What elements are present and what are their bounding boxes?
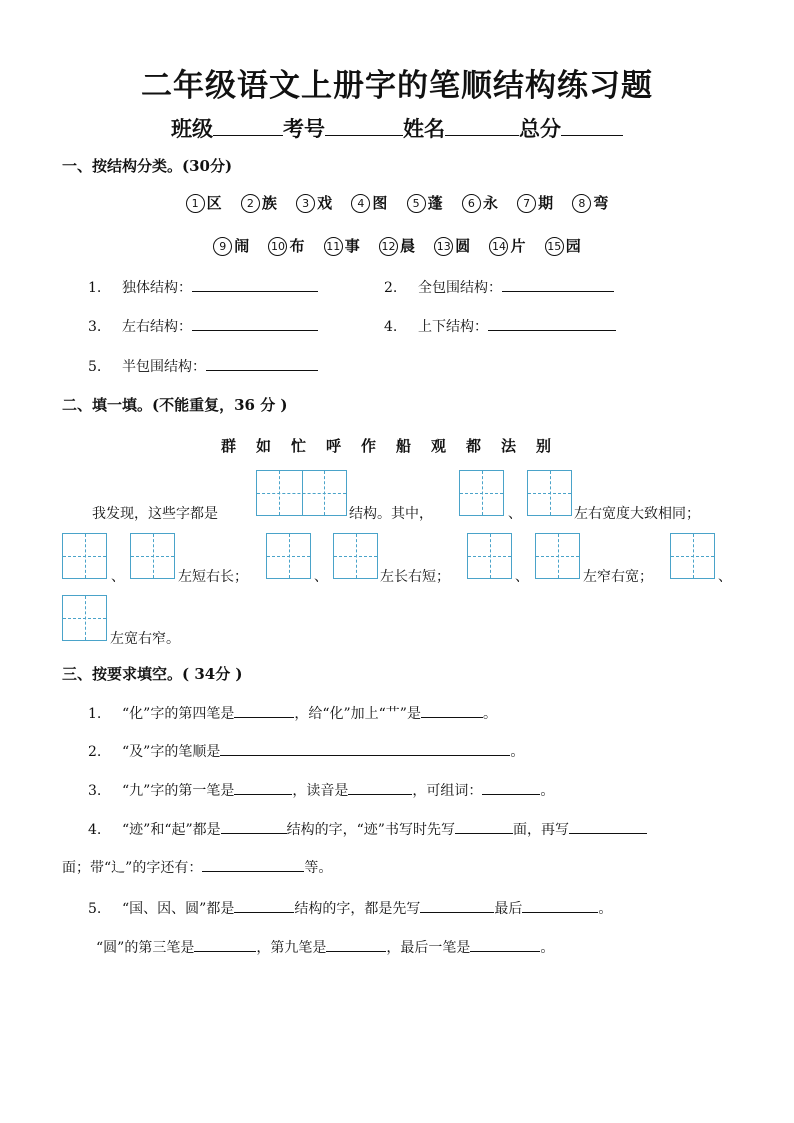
char-item: 9 闹 [213, 237, 249, 255]
char-item: 11 事 [324, 237, 360, 255]
sentence-text: 左右宽度大致相同； [574, 506, 700, 522]
char-item: 6 永 [462, 194, 498, 212]
separator: 、 [718, 569, 732, 585]
writing-grid[interactable] [670, 533, 715, 579]
exam-number-blank[interactable] [325, 134, 403, 136]
total-score-blank[interactable] [561, 134, 623, 136]
writing-grid[interactable] [467, 533, 512, 579]
number-circle: 4 [351, 194, 370, 213]
section3-heading: 三、按要求填空。( 34分 ) [62, 665, 243, 683]
number-circle: 14 [489, 237, 508, 256]
structure-item: 4. 上下结构： [384, 316, 616, 336]
number-circle: 11 [324, 237, 343, 256]
question-3: 3. “九”字的第一笔是 ，读音是 ，可组词： 。 [88, 783, 555, 799]
answer-blank[interactable] [488, 329, 616, 331]
separator: 、 [111, 569, 125, 585]
writing-grid[interactable] [62, 595, 107, 641]
total-score-label: 总分 [519, 116, 561, 141]
question-2: 2. “及”字的笔顺是 。 [88, 744, 525, 760]
char-item: 13 圆 [434, 237, 470, 255]
writing-grid[interactable] [62, 533, 107, 579]
question-1: 1. “化”字的第四笔是 ，给“化”加上“艹”是 。 [88, 706, 497, 722]
sentence-text: 我发现，这些字都是 [92, 506, 218, 522]
number-circle: 9 [213, 237, 232, 256]
writing-grid[interactable] [535, 533, 580, 579]
number-circle: 15 [545, 237, 564, 256]
section1-heading: 一、按结构分类。(30分) [62, 157, 233, 175]
char-item: 14 片 [489, 237, 525, 255]
answer-blank[interactable] [221, 832, 287, 834]
number-circle: 5 [407, 194, 426, 213]
exam-number-label: 考号 [283, 116, 325, 141]
question-4-continued: 面；带“辶”的字还有： 等。 [62, 860, 333, 876]
number-circle: 2 [241, 194, 260, 213]
char-item: 4 图 [351, 194, 387, 212]
sentence-text: 左宽右窄。 [110, 631, 180, 647]
answer-blank[interactable] [470, 950, 540, 952]
structure-item: 5. 半包围结构： [88, 356, 318, 376]
char-item: 10 布 [268, 237, 304, 255]
number-circle: 13 [434, 237, 453, 256]
char-item: 1 区 [186, 194, 222, 212]
number-circle: 3 [296, 194, 315, 213]
answer-blank[interactable] [455, 832, 513, 834]
answer-blank[interactable] [522, 911, 598, 913]
number-circle: 7 [517, 194, 536, 213]
separator: 、 [314, 569, 328, 585]
answer-blank[interactable] [234, 793, 292, 795]
answer-blank[interactable] [194, 950, 256, 952]
sentence-text: 左长右短； [380, 569, 450, 585]
writing-grid[interactable] [266, 533, 311, 579]
number-circle: 8 [572, 194, 591, 213]
question-5: 5. “国、因、圆”都是 结构的字，都是先写 最后 。 [88, 901, 613, 917]
structure-item: 2. 全包围结构： [384, 277, 614, 297]
answer-blank[interactable] [234, 716, 294, 718]
number-circle: 1 [186, 194, 205, 213]
writing-grid[interactable] [459, 470, 504, 516]
char-item: 2 族 [241, 194, 277, 212]
section2-heading: 二、填一填。(不能重复，36 分 ) [62, 396, 288, 414]
answer-blank[interactable] [220, 754, 510, 756]
answer-blank[interactable] [482, 793, 540, 795]
class-blank[interactable] [213, 134, 283, 136]
name-blank[interactable] [445, 134, 519, 136]
structure-item: 1. 独体结构： [88, 277, 318, 297]
question-5-continued: “圆”的第三笔是 ，第九笔是 ，最后一笔是 。 [96, 940, 555, 956]
answer-blank[interactable] [234, 911, 294, 913]
answer-blank[interactable] [206, 369, 318, 371]
number-circle: 12 [379, 237, 398, 256]
separator: 、 [508, 506, 522, 522]
writing-grid[interactable] [527, 470, 572, 516]
number-circle: 6 [462, 194, 481, 213]
sentence-text: 左窄右宽； [583, 569, 653, 585]
name-label: 姓名 [403, 116, 445, 141]
answer-blank[interactable] [421, 716, 483, 718]
char-item: 7 期 [517, 194, 553, 212]
answer-blank[interactable] [326, 950, 386, 952]
answer-blank[interactable] [348, 793, 412, 795]
char-list-row2 [0, 235, 794, 256]
writing-grid[interactable] [130, 533, 175, 579]
char-list-section2: 群如忙呼作船观都法别 [221, 437, 572, 455]
answer-blank[interactable] [569, 832, 647, 834]
page-title: 二年级语文上册字的笔顺结构练习题 [141, 68, 653, 104]
separator: 、 [515, 569, 529, 585]
char-list-row1 [0, 192, 794, 213]
char-item: 12 晨 [379, 237, 415, 255]
number-circle: 10 [268, 237, 287, 256]
answer-blank[interactable] [202, 870, 304, 872]
answer-blank[interactable] [192, 290, 318, 292]
class-label: 班级 [171, 116, 213, 141]
question-4: 4. “迹”和“起”都是 结构的字，“迹”书写时先写 面，再写 [88, 819, 647, 839]
sentence-text: 左短右长； [178, 569, 248, 585]
answer-blank[interactable] [192, 329, 318, 331]
answer-blank[interactable] [502, 290, 614, 292]
answer-blank[interactable] [420, 911, 494, 913]
char-item: 8 弯 [572, 194, 608, 212]
char-item: 15 园 [545, 237, 581, 255]
structure-item: 3. 左右结构： [88, 316, 318, 336]
writing-grid-double[interactable] [256, 470, 347, 516]
writing-grid[interactable] [333, 533, 378, 579]
sentence-text: 结构。其中， [349, 506, 433, 522]
char-item: 5 蓬 [407, 194, 443, 212]
char-item: 3 戏 [296, 194, 332, 212]
header-fields [0, 113, 794, 143]
